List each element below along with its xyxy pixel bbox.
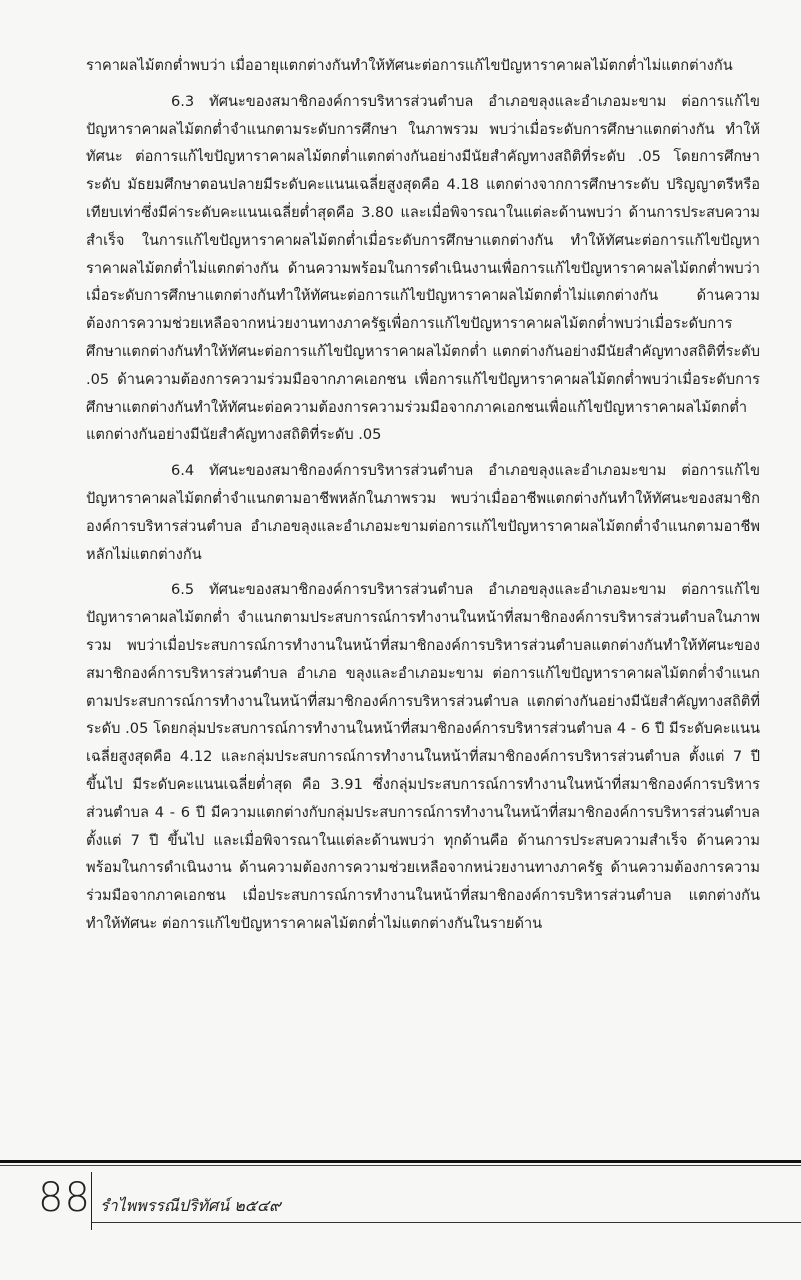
page-number: 88 bbox=[38, 1175, 91, 1221]
paragraph-6-5: 6.5 ทัศนะของสมาชิกองค์การบริหารส่วนตำบล อำเภอขลุงและอำเภอมะขาม ต่อการแก้ไขปัญหาราคาผลไม้ตกต่ำ จำแนกตามประสบการณ์การทำงานในหน้าที่สมาชิกองค์การบริหารส่วนตำบลในภาพรวม พบว่าเมื่อประสบการณ์การทำงานในหน้าที่สมาชิกองค์การบริหารส่วนตำบลแตกต่างกันทำให้ทัศนะของสมาชิกองค์การบริหารส่วนตำบล อำเภอ ขลุงและอำเภอมะขาม ต่อการแก้ไขปัญหาราคาผลไม้ตกต่ำจำแนกตามประสบการณ์การทำงานในหน้าที่สมาชิกองค์การบริหารส่วนตำบล แตกต่างกันอย่างมีนัยสำคัญทางสถิติที่ระดับ .05 โดยกลุ่มประสบการณ์การทำงานในหน้าที่สมาชิกองค์การบริหารส่วนตำบล 4 - 6 ปี มีระดับคะแนนเฉลี่ยสูงสุดคือ 4.12 และกลุ่มประสบการณ์การทำงานในหน้าที่สมาชิกองค์การบริหารส่วนตำบล ตั้งแต่ 7 ปี ขึ้นไป มีระดับคะแนนเฉลี่ยต่ำสุด คือ 3.91 ซึ่งกลุ่มประสบการณ์การทำงานในหน้าที่สมาชิกองค์การบริหารส่วนตำบล 4 - 6 ปี มีความแตกต่างกับกลุ่มประสบการณ์การทำงานในหน้าที่สมาชิกองค์การบริหารส่วนตำบล ตั้งแต่ 7 ปี ขึ้นไป และเมื่อพิจารณาในแต่ละด้านพบว่า ทุกด้านคือ ด้านการประสบความสำเร็จ ด้านความพร้อมในการดำเนินงาน ด้านความต้องการความช่วยเหลือจากหน่วยงานทางภาครัฐ ด้านความต้องการความร่วมมือจากภาคเอกชน เมื่อประสบการณ์การทำงานในหน้าที่สมาชิกองค์การบริหารส่วนตำบล แตกต่างกันทำให้ทัศนะ ต่อการแก้ไขปัญหาราคาผลไม้ตกต่ำไม่แตกต่างกันในรายด้าน bbox=[86, 581, 760, 932]
paragraph-6-4: 6.4 ทัศนะของสมาชิกองค์การบริหารส่วนตำบล อำเภอขลุงและอำเภอมะขาม ต่อการแก้ไขปัญหาราคาผลไม้ตกต่ำจำแนกตามอาชีพหลักในภาพรวม พบว่าเมื่ออาชีพแตกต่างกันทำให้ทัศนะของสมาชิกองค์การบริหารส่วนตำบล อำเภอขลุงและอำเภอมะขามต่อการแก้ไขปัญหาราคาผลไม้ตกต่ำจำแนกตามอาชีพหลักไม่แตกต่างกัน bbox=[86, 462, 760, 563]
footer-rule bbox=[0, 1160, 801, 1163]
paragraph-continuation: ราคาผลไม้ตกต่ำพบว่า เมื่ออายุแตกต่างกันทำให้ทัศนะต่อการแก้ไขปัญหาราคาผลไม้ตกต่ำไม่แตกต่างกัน bbox=[86, 57, 733, 74]
footer-underline bbox=[92, 1222, 801, 1223]
journal-title: รำไพพรรณีปริทัศน์ ๒๕๔๙ bbox=[100, 1196, 281, 1215]
body-text bbox=[86, 52, 760, 938]
footer-rule-thin bbox=[0, 1165, 801, 1166]
paragraph-6-3: 6.3 ทัศนะของสมาชิกองค์การบริหารส่วนตำบล อำเภอขลุงและอำเภอมะขาม ต่อการแก้ไขปัญหาราคาผลไม้ตกต่ำจำแนกตามระดับการศึกษา ในภาพรวม พบว่าเมื่อระดับการศึกษาแตกต่างกัน ทำให้ทัศนะ ต่อการแก้ไขปัญหาราคาผลไม้ตกต่ำแตกต่างกันอย่างมีนัยสำคัญทางสถิติที่ระดับ .05 โดยการศึกษาระดับ มัธยมศึกษาตอนปลายมีระดับคะแนนเฉลี่ยสูงสุดคือ 4.18 แตกต่างจากการศึกษาระดับ ปริญญาตรีหรือเทียบเท่าซึ่งมีค่าระดับคะแนนเฉลี่ยต่ำสุดคือ 3.80 และเมื่อพิจารณาในแต่ละด้านพบว่า ด้านการประสบความสำเร็จ ในการแก้ไขปัญหาราคาผลไม้ตกต่ำเมื่อระดับการศึกษาแตกต่างกัน ทำให้ทัศนะต่อการแก้ไขปัญหาราคาผลไม้ตกต่ำไม่แตกต่างกัน ด้านความพร้อมในการดำเนินงานเพื่อการแก้ไขปัญหาราคาผลไม้ตกต่ำพบว่าเมื่อระดับการศึกษาแตกต่างกันทำให้ทัศนะต่อการแก้ไขปัญหาราคาผลไม้ตกต่ำไม่แตกต่างกัน ด้านความต้องการความช่วยเหลือจากหน่วยงานทางภาครัฐเพื่อการแก้ไขปัญหาราคาผลไม้ตกต่ำพบว่าเมื่อระดับการศึกษาแตกต่างกันทำให้ทัศนะต่อการแก้ไขปัญหาราคาผลไม้ตกต่ำ แตกต่างกันอย่างมีนัยสำคัญทางสถิติที่ระดับ .05 ด้านความต้องการความร่วมมือจากภาคเอกชน เพื่อการแก้ไขปัญหาราคาผลไม้ตกต่ำพบว่าเมื่อระดับการศึกษาแตกต่างกันทำให้ทัศนะต่อความต้องการความร่วมมือจากภาคเอกชนเพื่อแก้ไขปัญหาราคาผลไม้ตกต่ำแตกต่างกันอย่างมีนัยสำคัญทางสถิติที่ระดับ .05 bbox=[86, 92, 760, 444]
